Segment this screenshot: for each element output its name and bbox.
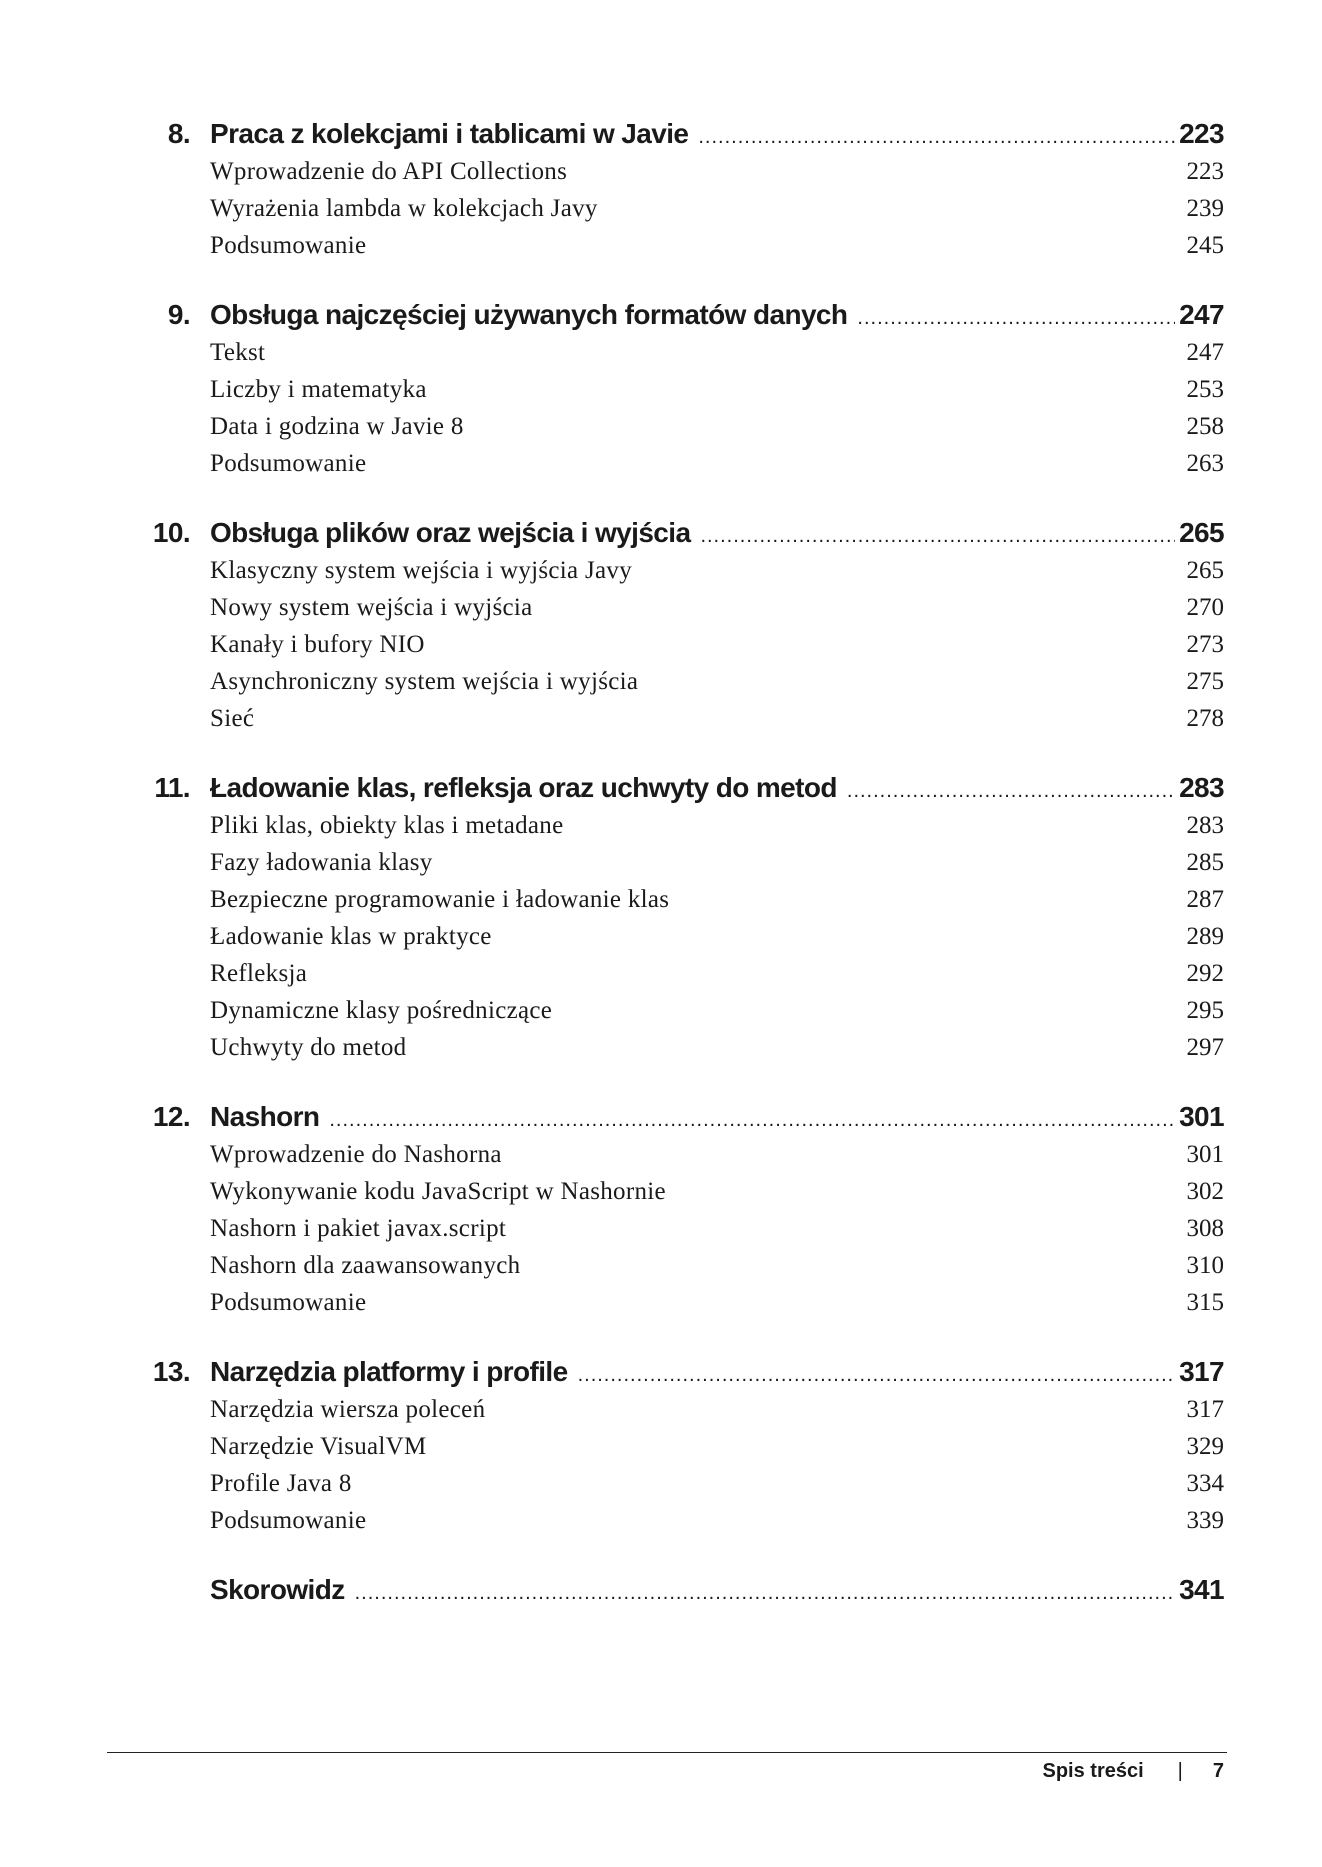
chapter-title: Skorowidz [210, 1574, 345, 1605]
section-page-number: 287 [1186, 886, 1224, 913]
section-page-number: 315 [1186, 1289, 1224, 1316]
section-page-number: 247 [1186, 339, 1224, 366]
section-title: Wyrażenia lambda w kolekcjach Javy [210, 195, 598, 222]
chapter-entry[interactable] [130, 1101, 1224, 1141]
footer-separator: | [1177, 1760, 1183, 1782]
section-title: Nowy system wejścia i wyjścia [210, 594, 533, 621]
section-entry[interactable] [130, 232, 1224, 269]
dot-leader [857, 307, 1175, 330]
toc-chapter [130, 1356, 1224, 1544]
section-page-number: 278 [1186, 705, 1224, 732]
section-title: Podsumowanie [210, 232, 367, 259]
chapter-entry[interactable] [130, 1574, 1224, 1614]
dot-leader [698, 126, 1175, 149]
section-entry[interactable] [130, 594, 1224, 631]
section-title: Liczby i matematyka [210, 376, 427, 403]
chapter-entry[interactable] [130, 118, 1224, 158]
section-entry[interactable] [130, 849, 1224, 886]
section-page-number: 308 [1186, 1215, 1224, 1242]
section-page-number: 239 [1186, 195, 1224, 222]
chapter-entry[interactable] [130, 517, 1224, 557]
chapter-number: 9. [167, 299, 190, 330]
section-entry[interactable] [130, 195, 1224, 232]
footer-page-number: 7 [1212, 1760, 1224, 1782]
section-title: Nashorn dla zaawansowanych [210, 1252, 521, 1279]
chapter-number: 8. [167, 118, 190, 149]
chapter-title: Nashorn [210, 1101, 320, 1132]
page-footer [1043, 1760, 1225, 1783]
section-entry[interactable] [130, 1034, 1224, 1071]
section-page-number: 339 [1186, 1507, 1224, 1534]
chapter-page-number: 283 [1179, 772, 1224, 803]
section-title: Fazy ładowania klasy [210, 849, 433, 876]
section-entry[interactable] [130, 705, 1224, 742]
section-title: Dynamiczne klasy pośredniczące [210, 997, 553, 1024]
section-entry[interactable] [130, 886, 1224, 923]
section-page-number: 334 [1186, 1470, 1224, 1497]
section-title: Wykonywanie kodu JavaScript w Nashornie [210, 1178, 666, 1205]
chapter-page-number: 247 [1179, 299, 1224, 330]
chapter-title: Ładowanie klas, refleksja oraz uchwyty do metod [210, 772, 837, 803]
table-of-contents [130, 118, 1224, 1644]
section-page-number: 275 [1186, 668, 1224, 695]
dot-leader [355, 1582, 1175, 1605]
section-entry[interactable] [130, 1215, 1224, 1252]
section-page-number: 258 [1186, 413, 1224, 440]
section-title: Asynchroniczny system wejścia i wyjścia [210, 668, 639, 695]
section-title: Podsumowanie [210, 450, 367, 477]
section-title: Narzędzie VisualVM [210, 1433, 427, 1460]
section-entry[interactable] [130, 376, 1224, 413]
section-title: Sieć [210, 705, 255, 732]
section-page-number: 317 [1186, 1396, 1224, 1423]
chapter-number: 10. [152, 517, 190, 548]
section-title: Tekst [210, 339, 266, 366]
section-page-number: 289 [1186, 923, 1224, 950]
section-page-number: 245 [1186, 232, 1224, 259]
section-page-number: 285 [1186, 849, 1224, 876]
section-title: Kanały i bufory NIO [210, 631, 425, 658]
section-page-number: 263 [1186, 450, 1224, 477]
dot-leader [700, 525, 1175, 548]
dot-leader [329, 1109, 1175, 1132]
section-page-number: 301 [1186, 1141, 1224, 1168]
section-page-number: 310 [1186, 1252, 1224, 1279]
toc-chapter [130, 1574, 1224, 1614]
section-entry[interactable] [130, 339, 1224, 376]
chapter-number: 12. [152, 1101, 190, 1132]
toc-chapter [130, 517, 1224, 742]
chapter-page-number: 265 [1179, 517, 1224, 548]
chapter-entry[interactable] [130, 1356, 1224, 1396]
section-page-number: 265 [1186, 557, 1224, 584]
section-title: Wprowadzenie do Nashorna [210, 1141, 502, 1168]
toc-chapter [130, 772, 1224, 1071]
section-page-number: 297 [1186, 1034, 1224, 1061]
section-title: Wprowadzenie do API Collections [210, 158, 568, 185]
section-entry[interactable] [130, 960, 1224, 997]
section-entry[interactable] [130, 413, 1224, 450]
section-title: Podsumowanie [210, 1289, 367, 1316]
chapter-number: 13. [152, 1356, 190, 1387]
section-page-number: 302 [1186, 1178, 1224, 1205]
section-title: Podsumowanie [210, 1507, 367, 1534]
section-page-number: 253 [1186, 376, 1224, 403]
section-title: Nashorn i pakiet javax.script [210, 1215, 507, 1242]
footer-section-title: Spis treści [1042, 1760, 1144, 1782]
toc-chapter [130, 118, 1224, 269]
section-page-number: 292 [1186, 960, 1224, 987]
section-title: Narzędzia wiersza poleceń [210, 1396, 486, 1423]
section-entry[interactable] [130, 668, 1224, 705]
section-page-number: 270 [1186, 594, 1224, 621]
section-page-number: 283 [1186, 812, 1224, 839]
toc-chapter [130, 1101, 1224, 1326]
section-entry[interactable] [130, 1178, 1224, 1215]
dot-leader [847, 780, 1175, 803]
section-entry[interactable] [130, 1252, 1224, 1289]
chapter-title: Obsługa plików oraz wejścia i wyjścia [210, 517, 691, 548]
section-page-number: 295 [1186, 997, 1224, 1024]
section-entry[interactable] [130, 158, 1224, 195]
section-title: Pliki klas, obiekty klas i metadane [210, 812, 564, 839]
section-title: Ładowanie klas w praktyce [210, 923, 492, 950]
section-entry[interactable] [130, 631, 1224, 668]
section-title: Refleksja [210, 960, 308, 987]
section-entry[interactable] [130, 1470, 1224, 1507]
section-page-number: 329 [1186, 1433, 1224, 1460]
section-page-number: 273 [1186, 631, 1224, 658]
chapter-entry[interactable] [130, 772, 1224, 812]
section-entry[interactable] [130, 923, 1224, 960]
chapter-title: Narzędzia platformy i profile [210, 1356, 568, 1387]
section-entry[interactable] [130, 1433, 1224, 1470]
section-entry[interactable] [130, 997, 1224, 1034]
chapter-page-number: 301 [1179, 1101, 1224, 1132]
chapter-page-number: 341 [1179, 1574, 1224, 1605]
section-title: Bezpieczne programowanie i ładowanie klas [210, 886, 670, 913]
section-entry[interactable] [130, 1507, 1224, 1544]
section-entry[interactable] [130, 1396, 1224, 1433]
section-title: Klasyczny system wejścia i wyjścia Javy [210, 557, 633, 584]
chapter-number: 11. [154, 772, 190, 803]
section-title: Profile Java 8 [210, 1470, 352, 1497]
section-entry[interactable] [130, 1289, 1224, 1326]
section-entry[interactable] [130, 1141, 1224, 1178]
chapter-page-number: 317 [1179, 1356, 1224, 1387]
dot-leader [578, 1364, 1176, 1387]
footer-rule [107, 1752, 1227, 1753]
section-title: Data i godzina w Javie 8 [210, 413, 464, 440]
section-entry[interactable] [130, 812, 1224, 849]
chapter-title: Obsługa najczęściej używanych formatów danych [210, 299, 848, 330]
chapter-title: Praca z kolekcjami i tablicami w Javie [210, 118, 689, 149]
section-page-number: 223 [1186, 158, 1224, 185]
chapter-entry[interactable] [130, 299, 1224, 339]
section-title: Uchwyty do metod [210, 1034, 407, 1061]
section-entry[interactable] [130, 557, 1224, 594]
chapter-page-number: 223 [1179, 118, 1224, 149]
toc-chapter [130, 299, 1224, 487]
section-entry[interactable] [130, 450, 1224, 487]
